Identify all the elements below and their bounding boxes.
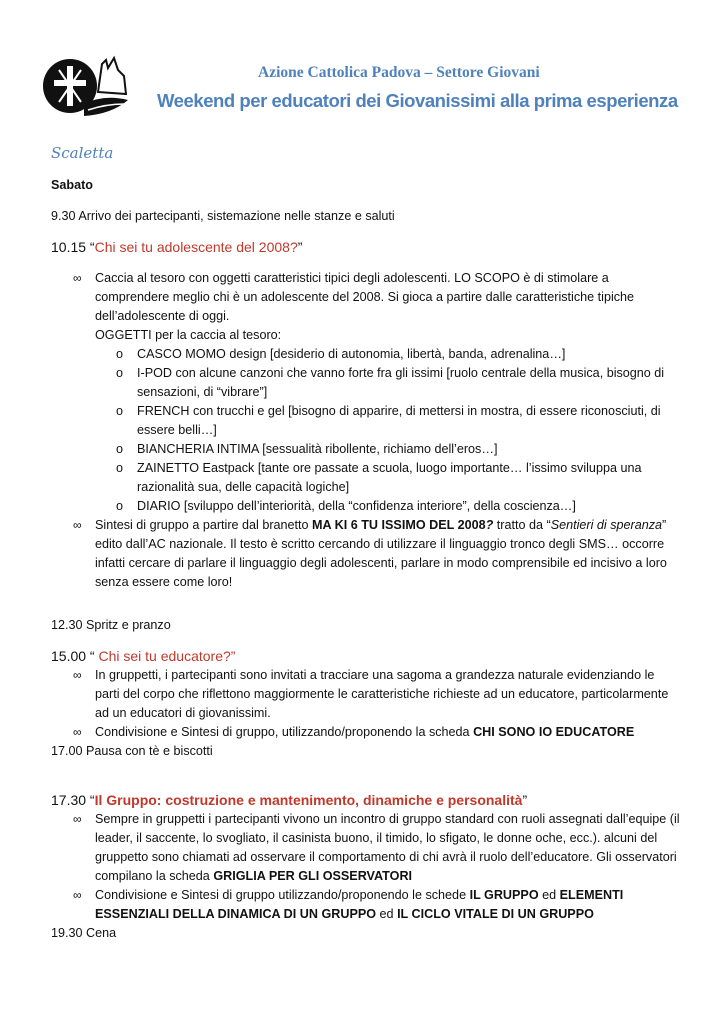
- session-title: Chi sei tu educatore?”: [98, 648, 236, 664]
- list-item: o ZAINETTO Eastpack [tante ore passate a scuola, luogo importante… l’issimo sviluppa una razionalità sua, delle capacità logiche]: [116, 461, 642, 494]
- infinity-bullet-icon: ∞: [73, 725, 82, 739]
- circle-bullet-icon: o: [116, 461, 124, 475]
- list-item: ∞ Sempre in gruppetti i partecipanti vivono un incontro di gruppo standard con ruoli assegnati dall’equipe (il leader, il saccente, lo svogliato, il casinista buono, il timido, lo sfigato, le donne oche, ecc.). alcuni del gruppetto sono chiamati ad osservare il comportamento di chi avrà il ruolo dell’educatore. Gli osservatori compilano la scheda GRIGLIA PER GLI OSSERVATORI: [73, 812, 680, 883]
- schedule: [51, 176, 681, 943]
- infinity-bullet-icon: ∞: [73, 888, 82, 902]
- list-item: ∞ Sintesi di gruppo a partire dal branetto MA KI 6 TU ISSIMO DEL 2008? tratto da “Sentieri di speranza” edito dall’AC nazionale. Il testo è scritto cercando di utilizzare il linguaggio tronco degli SMS… occorre infatti cercare di parlare il linguaggio degli adolescenti, parlare in modo comprensibile ed incisivo a loro senza essere come loro!: [73, 518, 667, 589]
- circle-bullet-icon: o: [116, 499, 124, 513]
- list-item: ∞ Condivisione e Sintesi di gruppo utilizzando/proponendo le schede IL GRUPPO ed ELEMENTI ESSENZIALI DELLA DINAMICA DI UN GRUPPO ed IL CICLO VITALE DI UN GRUPPO: [73, 888, 624, 921]
- schedule-item-lunch: 12.30 Spritz e pranzo: [51, 618, 171, 632]
- list-item: ∞ Condivisione e Sintesi di gruppo, utilizzando/proponendo la scheda CHI SONO IO EDUCATORE: [51, 723, 681, 742]
- list-item: o FRENCH con trucchi e gel [bisogno di apparire, di mettersi in mostra, di essere riconosciuti, di essere belli…]: [116, 404, 661, 437]
- infinity-bullet-icon: ∞: [73, 812, 82, 826]
- schedule-item-arrival: 9.30 Arrivo dei partecipanti, sistemazione nelle stanze e saluti: [51, 209, 395, 223]
- schedule-item-adolescente: 10.15 “Chi sei tu adolescente del 2008?”: [51, 239, 303, 255]
- circle-bullet-icon: o: [116, 366, 124, 380]
- document-title: Weekend per educatori dei Giovanissimi alla prima esperienza: [157, 90, 678, 111]
- activity-list: [51, 666, 681, 742]
- infinity-bullet-icon: ∞: [73, 271, 82, 285]
- activity-list: [51, 269, 681, 592]
- list-item: ∞ In gruppetti, i partecipanti sono invitati a tracciare una sagoma a grandezza naturale evidenziando le parti del corpo che riflettono maggiormente le caratteristiche richieste ad un educatore, particolarmente ad un educatori di giovanissimi.: [73, 668, 669, 720]
- azione-cattolica-logo: [40, 50, 135, 130]
- section-heading: Scaletta: [51, 144, 114, 162]
- list-item: o BIANCHERIA INTIMA [sessualità ribollente, richiamo dell’eros…]: [95, 440, 681, 459]
- objects-list: [95, 345, 681, 516]
- organization-name: Azione Cattolica Padova – Settore Giovani: [258, 64, 540, 81]
- circle-bullet-icon: o: [116, 404, 124, 418]
- infinity-bullet-icon: ∞: [73, 518, 82, 532]
- schedule-item-educatore: 15.00 “ Chi sei tu educatore?”: [51, 648, 236, 664]
- schedule-item-break: 17.00 Pausa con tè e biscotti: [51, 744, 213, 758]
- circle-bullet-icon: o: [116, 442, 124, 456]
- session-title: Il Gruppo: costruzione e mantenimento, dinamiche e personalità: [94, 792, 523, 808]
- session-title: Chi sei tu adolescente del 2008?: [94, 239, 298, 255]
- list-item: o CASCO MOMO design [desiderio di autonomia, libertà, banda, adrenalina…]: [95, 345, 681, 364]
- circle-bullet-icon: o: [116, 347, 124, 361]
- infinity-bullet-icon: ∞: [73, 668, 82, 682]
- list-item: o I-POD con alcune canzoni che vanno forte fra gli issimi [ruolo centrale della musica, bisogno di sensazioni, di “vibrare”]: [116, 366, 665, 399]
- list-item: o DIARIO [sviluppo dell’interiorità, della “confidenza interiore”, della coscienza…]: [95, 497, 681, 516]
- activity-list: [51, 810, 681, 924]
- list-item: ∞ Caccia al tesoro con oggetti caratteristici tipici degli adolescenti. LO SCOPO è di stimolare a comprendere meglio chi è un adolescente del 2008. Si gioca a partire dalle caratteristiche tipiche dell’adolescente di oggi. OGGETTI per la caccia al tesoro: o CASCO MOMO design [desiderio di autonomia, libertà, banda, adrenalina…] o I-POD con alcune canzoni che vanno forte fra gli issimi [ruolo centrale della musica, bisogno di sensazioni, di “vibrare”] o FRENCH con trucchi e gel [bisogno di apparire, di mettersi in mostra, di essere riconosciuti, di essere belli…] o BIANCHERIA INTIMA [sessualità ribollente, richiamo dell’eros…] o ZAINETTO Eastpack [tante ore passate a scuola, luogo importante… l’issimo sviluppa una razionalità sua, delle capacità logiche] o DIARIO [sviluppo dell’interiorità, della “confidenza interiore”, della coscienza…]: [51, 269, 681, 516]
- day-label: Sabato: [51, 178, 93, 192]
- schedule-item-dinner: 19.30 Cena: [51, 926, 117, 940]
- schedule-item-gruppo: 17.30 “Il Gruppo: costruzione e mantenimento, dinamiche e personalità”: [51, 792, 528, 808]
